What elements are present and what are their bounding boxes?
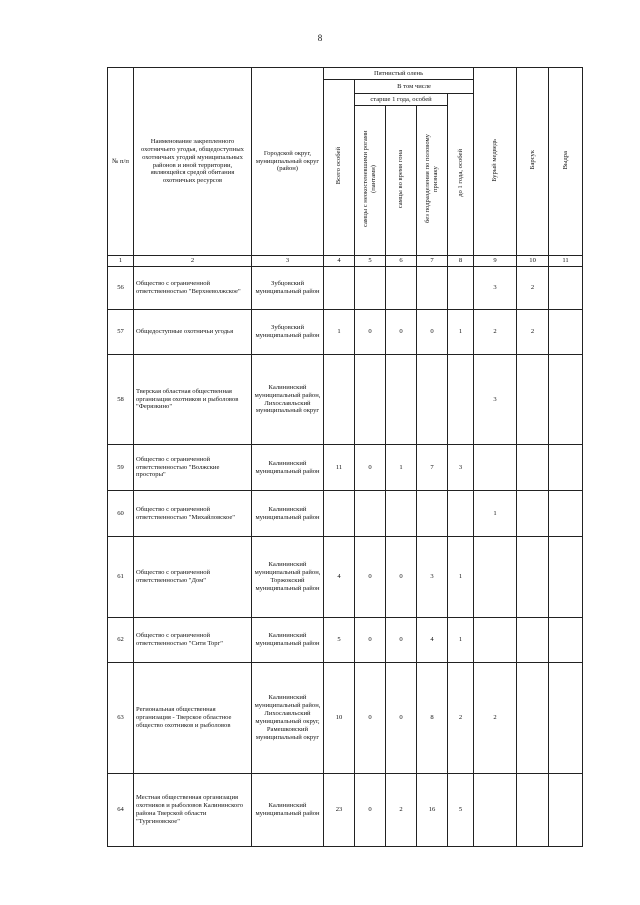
row-badger (517, 355, 549, 445)
row-num: 60 (108, 491, 134, 537)
header-deer-total: Всего особей (335, 147, 343, 185)
row-name: Общество с ограниченной ответственностью "Волжские просторы" (134, 445, 252, 491)
row-badger (517, 491, 549, 537)
row-badger: 2 (517, 267, 549, 310)
row-antlers (355, 491, 386, 537)
row-badger (517, 774, 549, 847)
row-badger (517, 445, 549, 491)
row-otter (549, 491, 583, 537)
colnum: 3 (252, 256, 324, 267)
row-bear: 2 (474, 663, 517, 774)
row-badger (517, 663, 549, 774)
row-no-sex: 3 (417, 537, 448, 618)
row-name: Общество с ограниченной ответственностью "Верхневолжское" (134, 267, 252, 310)
row-total (324, 355, 355, 445)
row-season: 0 (386, 537, 417, 618)
row-district: Калининский муниципальный район (252, 618, 324, 663)
row-season: 0 (386, 310, 417, 355)
header-deer: Пятнистый олень (324, 68, 474, 80)
colnum: 10 (517, 256, 549, 267)
header-season-cell (386, 106, 417, 256)
row-badger: 2 (517, 310, 549, 355)
row-no-sex (417, 267, 448, 310)
table-row (108, 618, 583, 663)
header-season: самцы во время гона (397, 149, 405, 209)
row-bear (474, 618, 517, 663)
row-total: 1 (324, 310, 355, 355)
table-row (108, 355, 583, 445)
row-under1 (448, 267, 474, 310)
row-under1: 2 (448, 663, 474, 774)
row-name: Общедоступные охотничьи угодья (134, 310, 252, 355)
row-bear (474, 445, 517, 491)
page-number: 8 (317, 33, 323, 43)
header-deer-total-cell (324, 80, 355, 256)
header-name: Наименование закрепленного охотничьего угодья, общедоступных охотничьих угодий муниципальных районов и иной территории, являющейся средой обитания охотничьих ресурсов (134, 68, 252, 256)
row-num: 57 (108, 310, 134, 355)
row-name: Региональная общественная организация - Тверское областное общество охотников и рыболовов (134, 663, 252, 774)
table-row (108, 310, 583, 355)
row-total: 11 (324, 445, 355, 491)
row-name: Местная общественная организация охотников и рыболовов Калининского района Тверской области "Тургиновское" (134, 774, 252, 847)
header-no-sex: без подразделения по половому признаку (424, 134, 439, 224)
row-season: 0 (386, 618, 417, 663)
row-antlers (355, 267, 386, 310)
row-num: 64 (108, 774, 134, 847)
row-season (386, 355, 417, 445)
row-bear: 1 (474, 491, 517, 537)
row-bear: 3 (474, 267, 517, 310)
row-under1: 3 (448, 445, 474, 491)
row-antlers: 0 (355, 310, 386, 355)
row-otter (549, 267, 583, 310)
row-district: Калининский муниципальный район, Лихославльский муниципальный округ (252, 355, 324, 445)
row-no-sex: 7 (417, 445, 448, 491)
row-num: 56 (108, 267, 134, 310)
table-row (108, 267, 583, 310)
row-bear: 3 (474, 355, 517, 445)
table-row (108, 491, 583, 537)
row-season: 0 (386, 663, 417, 774)
row-total: 5 (324, 618, 355, 663)
header-antlers-cell (355, 106, 386, 256)
row-district: Калининский муниципальный район, Торжокский муниципальный район (252, 537, 324, 618)
row-under1: 1 (448, 310, 474, 355)
row-district: Зубцовский муниципальный район (252, 310, 324, 355)
row-otter (549, 445, 583, 491)
row-no-sex: 0 (417, 310, 448, 355)
row-under1 (448, 491, 474, 537)
row-otter (549, 663, 583, 774)
row-antlers: 0 (355, 445, 386, 491)
row-season (386, 491, 417, 537)
row-num: 63 (108, 663, 134, 774)
table-row (108, 445, 583, 491)
header-bear: Бурый медведь (491, 138, 499, 182)
header-num: № п/п (108, 68, 134, 256)
row-otter (549, 355, 583, 445)
row-season: 1 (386, 445, 417, 491)
row-under1: 1 (448, 537, 474, 618)
colnum: 6 (386, 256, 417, 267)
row-total: 10 (324, 663, 355, 774)
header-including: В том числе (355, 80, 474, 94)
header-no-sex-cell (417, 106, 448, 256)
colnum: 11 (549, 256, 583, 267)
row-name: Общество с ограниченной ответственностью "Михайловское" (134, 491, 252, 537)
header-antlers: самцы с неокостеневшими рогами (пантами) (362, 130, 377, 228)
row-under1 (448, 355, 474, 445)
row-otter (549, 310, 583, 355)
row-badger (517, 537, 549, 618)
colnum: 2 (134, 256, 252, 267)
row-num: 61 (108, 537, 134, 618)
row-district: Калининский муниципальный район (252, 774, 324, 847)
row-district: Калининский муниципальный район (252, 491, 324, 537)
header-older: старше 1 года, особей (355, 94, 448, 106)
row-name: Тверская областная общественная организация охотников и рыболовов "Ферязкино" (134, 355, 252, 445)
row-antlers: 0 (355, 663, 386, 774)
header-district: Городской округ, муниципальный округ (район) (252, 68, 324, 256)
row-name: Общество с ограниченной ответственностью "Сити Торг" (134, 618, 252, 663)
hunting-resources-table (107, 67, 583, 847)
row-bear (474, 774, 517, 847)
row-district: Зубцовский муниципальный район (252, 267, 324, 310)
colnum: 5 (355, 256, 386, 267)
colnum: 1 (108, 256, 134, 267)
colnum: 7 (417, 256, 448, 267)
row-otter (549, 618, 583, 663)
row-district: Калининский муниципальный район (252, 445, 324, 491)
row-under1: 5 (448, 774, 474, 847)
row-no-sex: 8 (417, 663, 448, 774)
row-num: 59 (108, 445, 134, 491)
header-badger-cell (517, 68, 549, 256)
row-total (324, 491, 355, 537)
row-under1: 1 (448, 618, 474, 663)
row-bear: 2 (474, 310, 517, 355)
header-bear-cell (474, 68, 517, 256)
row-antlers: 0 (355, 774, 386, 847)
header-under1-cell (448, 94, 474, 256)
row-no-sex: 16 (417, 774, 448, 847)
colnum: 8 (448, 256, 474, 267)
colnum: 9 (474, 256, 517, 267)
row-badger (517, 618, 549, 663)
row-total (324, 267, 355, 310)
row-antlers: 0 (355, 537, 386, 618)
row-total: 23 (324, 774, 355, 847)
header-otter-cell (549, 68, 583, 256)
table-row (108, 537, 583, 618)
row-num: 58 (108, 355, 134, 445)
header-otter: Выдра (561, 150, 569, 170)
row-antlers (355, 355, 386, 445)
colnum: 4 (324, 256, 355, 267)
row-district: Калининский муниципальный район, Лихославльский муниципальный округ, Рамешковский муниципальный округ (252, 663, 324, 774)
row-no-sex: 4 (417, 618, 448, 663)
table-row (108, 663, 583, 774)
row-antlers: 0 (355, 618, 386, 663)
row-num: 62 (108, 618, 134, 663)
row-season (386, 267, 417, 310)
row-no-sex (417, 355, 448, 445)
row-season: 2 (386, 774, 417, 847)
header-badger: Барсук (528, 150, 536, 170)
header-under1: до 1 года, особей (456, 149, 464, 197)
row-otter (549, 537, 583, 618)
row-bear (474, 537, 517, 618)
row-no-sex (417, 491, 448, 537)
table-row (108, 774, 583, 847)
row-name: Общество с ограниченной ответственностью "Дом" (134, 537, 252, 618)
row-total: 4 (324, 537, 355, 618)
row-otter (549, 774, 583, 847)
